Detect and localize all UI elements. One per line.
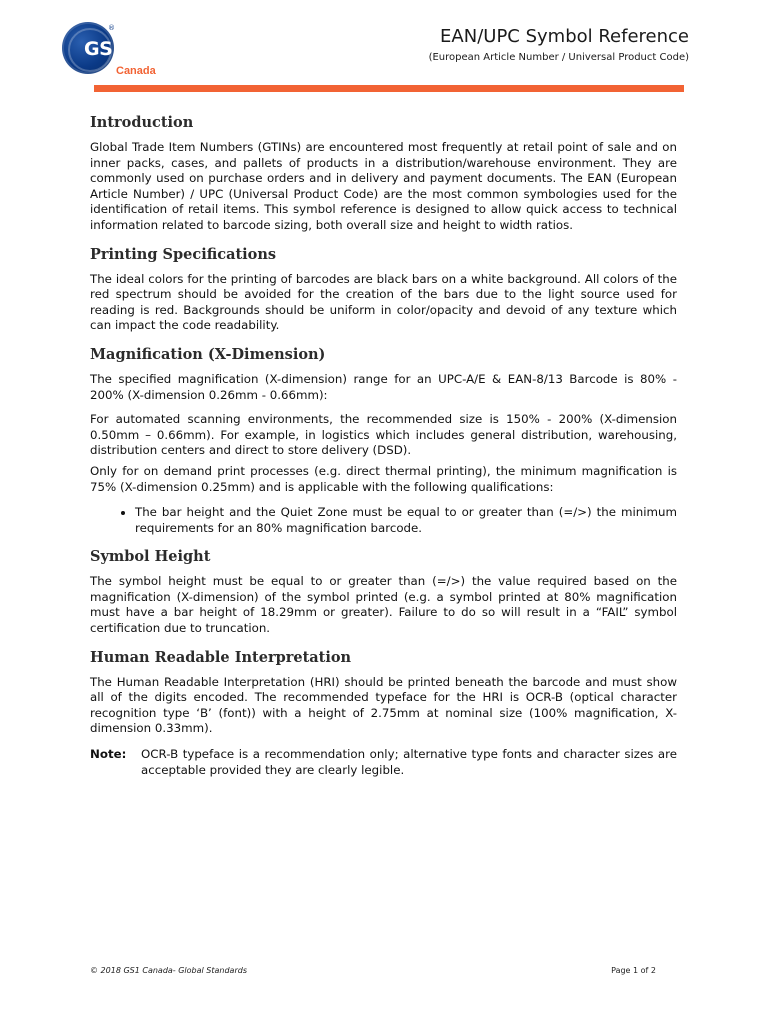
note-block [90, 747, 677, 778]
section-heading: Magnification (X-Dimension) [90, 345, 326, 363]
section-paragraph: The Human Readable Interpretation (HRI) should be printed beneath the barcode and must show all of the digits encoded. The recommended typeface for the HRI is OCR-B (optical character recognition type ‘B’ (font)) with a height of 2.75mm at nominal size (100% magnification, X-dimension 0.33mm). [90, 674, 677, 736]
section-heading: Introduction [90, 114, 194, 131]
header-divider [94, 85, 684, 92]
section-heading: Human Readable Interpretation [90, 648, 352, 666]
section-paragraph: The symbol height must be equal to or greater than (=/>) the value required based on the magnification (X-dimension) of the symbol printed (e.g. a symbol printed at 80% magnification must have a bar height of 18.29mm or greater). Failure to do so will result in a “FAIL” symbol certification due to truncation. [90, 574, 677, 636]
footer-page-number: Page 1 of 2 [611, 966, 656, 975]
gs1-logo-region: Canada [116, 65, 156, 77]
section-magnification [90, 344, 677, 536]
section-human-readable-interpretation [90, 647, 677, 779]
registered-mark: ® [108, 24, 115, 32]
section-printing-specifications [90, 244, 677, 334]
document-title: EAN/UPC Symbol Reference [440, 26, 689, 47]
gs1-logo [62, 22, 172, 82]
section-paragraph: Only for on demand print processes (e.g. direct thermal printing), the minimum magnification is 75% (X-dimension 0.25mm) and is applicable with the following qualifications: [90, 463, 677, 494]
qualification-list [90, 505, 677, 536]
note-label: Note: [90, 747, 127, 762]
document-subtitle: (European Article Number / Universal Product Code) [428, 52, 689, 63]
section-heading: Symbol Height [90, 548, 211, 566]
document-body [90, 112, 677, 788]
section-paragraph: The specified magnification (X-dimension) range for an UPC-A/E & EAN-8/13 Barcode is 80% - 200% (X-dimension 0.26mm - 0.66mm): [90, 371, 677, 402]
section-paragraph: The ideal colors for the printing of barcodes are black bars on a white background. All colors of the red spectrum should be avoided for the creation of the bars due to the light source used for reading is red. Backgrounds should be uniform in color/opacity and devoid of any texture which can impact the code readability. [90, 271, 677, 333]
section-symbol-height [90, 546, 677, 636]
section-paragraph: Global Trade Item Numbers (GTINs) are encountered most frequently at retail point of sale and on inner packs, cases, and pallets of products in a distribution/warehouse environment. They are commonly used on purchase orders and in delivery and payment documents. The EAN (European Article Number) / UPC (Universal Product Code) are the most common symbologies used for the identification of retail items. This symbol reference is designed to allow quick access to technical information related to barcode sizing, both overall size and height to width ratios. [90, 140, 677, 232]
list-item: • The bar height and the Quiet Zone must be equal to or greater than (=/>) the minimum requirements for an 80% magnification barcode. [135, 505, 677, 536]
footer-copyright: © 2018 GS1 Canada- Global Standards [90, 966, 247, 975]
section-introduction [90, 112, 677, 234]
note-text: OCR-B typeface is a recommendation only; alternative type fonts and character sizes are acceptable provided they are clearly legible. [141, 747, 677, 777]
section-heading: Printing Specifications [90, 245, 277, 263]
section-paragraph: For automated scanning environments, the recommended size is 150% - 200% (X-dimension 0.50mm – 0.66mm). For example, in logistics which includes general distribution, warehousing, distribution centers and direct to store delivery (DSD). [90, 412, 677, 458]
document-header [429, 26, 689, 63]
gs1-logo-text: GS1 [84, 38, 125, 60]
